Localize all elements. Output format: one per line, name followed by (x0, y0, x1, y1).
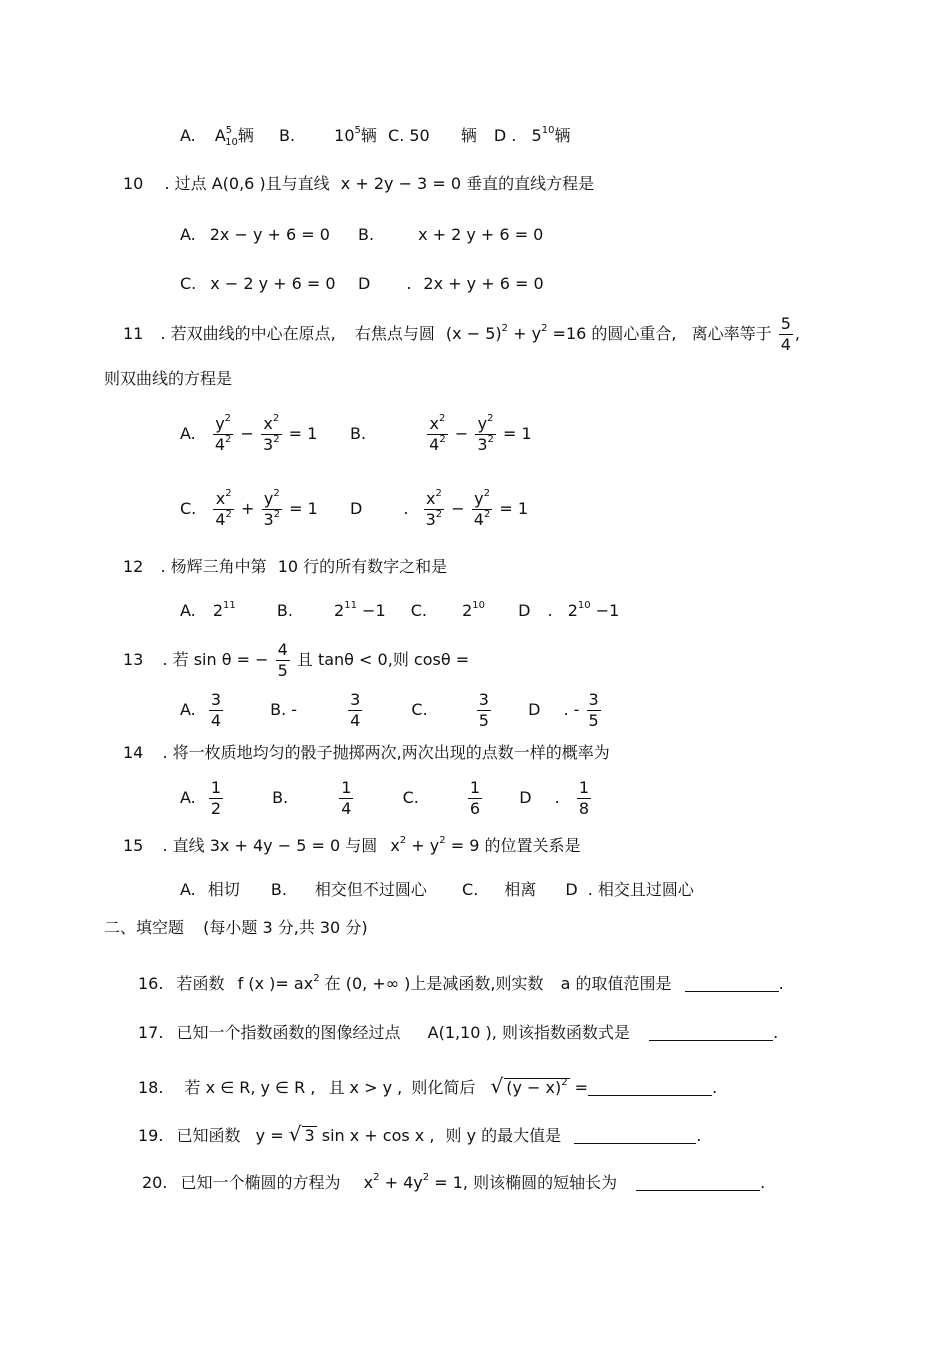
q16-answer-blank[interactable] (685, 975, 779, 992)
q9-option-c-unit: 辆 (460, 126, 477, 145)
section-2-title: 二、填空题 (104, 918, 185, 937)
q11-option-c: C. $\frac{x^2}{4^2}$ + $\frac{y^2}{3^2}$ = 1 (180, 488, 318, 529)
q12-stem: 12 . 杨辉三角中第 10 行的所有数字之和是 (123, 557, 448, 576)
q10-option-c: C. x − 2 y + 6 = 0 (180, 274, 336, 293)
q9-option-c-label: C. 50 (388, 126, 430, 145)
sqrt-icon: √ (490, 1074, 504, 1098)
q19-answer-blank[interactable] (574, 1127, 696, 1144)
q9-option-b-label: B. (279, 126, 296, 145)
q14-stem: 14 . 将一枚质地均匀的骰子抛掷两次,两次出现的点数一样的概率为 (123, 743, 610, 762)
q10-option-d: D . 2x + y + 6 = 0 (358, 274, 544, 293)
q9-option-d-label: D . (493, 126, 517, 145)
q11-circle-equation: $(x - 5)^2 + y^2 =16$ (445, 323, 587, 343)
q9-option-b: $10^5$辆 (334, 125, 377, 145)
q18-number: 18. (138, 1078, 164, 1097)
q17-answer-blank[interactable] (649, 1024, 773, 1041)
q11-stem-line2: 则双曲线的方程是 (104, 369, 233, 388)
q11-option-d: D . $\frac{x^2}{3^2}$ − $\frac{y^2}{4^2}$ = 1 (350, 488, 529, 529)
q15-number: 15 (123, 836, 144, 855)
q9-option-a: $A^5_{10}$辆 (214, 125, 254, 148)
q10-option-a: A. 2x − y + 6 = 0 (180, 225, 330, 244)
q17-number: 17. (138, 1023, 164, 1042)
q12-options: A. $2^{11}$ B. $2^{11} -1$ C. $2^{10}$ D . $2^{10} -1$ (180, 600, 620, 620)
q15-stem: 15 . 直线 3x + 4y − 5 = 0 与圆 $x^2 + y^2 = 9$ 的位置关系是 (123, 835, 581, 855)
q16: 16. 若函数 f (x )= $ax^2$ 在 (0, +∞ )上是减函数,则实数 a 的取值范围是 . (138, 973, 784, 993)
section-2-note: (每小题 3 分,共 30 分) (203, 918, 368, 937)
q10-stem: 10 . 过点 A(0,6 )且与直线 x + 2y − 3 = 0 垂直的直线方程是 (123, 174, 595, 193)
q14-options: A. $\frac{1}{2}$ B. $\frac{1}{4}$ C. $\frac{1}{6}$ D . $\frac{1}{8}$ (180, 778, 589, 818)
q9-option-d: $5^{10}$辆 (531, 125, 571, 145)
q19-number: 19. (138, 1126, 164, 1145)
q19: 19. 已知函数 y = √ 3 sin x + cos x , 则 y 的最大值是 . (138, 1122, 702, 1146)
q13-number: 13 (123, 650, 144, 669)
q9-option-a-label: A. (180, 126, 196, 145)
section-2-heading (104, 918, 368, 938)
q11-option-a: A. $\frac{y^2}{4^2}$ − $\frac{x^2}{3^2}$ = 1 (180, 413, 318, 454)
q16-number: 16. (138, 974, 164, 993)
q20-answer-blank[interactable] (636, 1174, 760, 1191)
q12-number: 12 (123, 557, 144, 576)
q17: 17. 已知一个指数函数的图像经过点 A(1,10 ), 则该指数函数式是 . (138, 1023, 779, 1042)
q20-number: 20. (142, 1173, 168, 1192)
q9-options (180, 126, 570, 146)
q10-number: 10 (123, 174, 144, 193)
sqrt-icon: √ (288, 1122, 302, 1146)
q13-stem: 13 . 若 sin θ = − $\frac{4}{5}$ 且 tanθ < 0,则 cosθ = (123, 640, 470, 680)
q10-option-b: B. x + 2 y + 6 = 0 (358, 225, 544, 244)
q20: 20. 已知一个椭圆的方程为 $x^2 + 4y^2 = 1$, 则该椭圆的短轴长为 . (142, 1172, 766, 1192)
q11-number: 11 (123, 324, 144, 343)
q15-options: A. 相切 B. 相交但不过圆心 C. 相离 D . 相交且过圆心 (180, 880, 694, 899)
q11-eccentricity-fraction: $\frac{5}{4}$ (780, 314, 791, 354)
q11-option-b: B. $\frac{x^2}{4^2}$ − $\frac{y^2}{3^2}$ = 1 (350, 413, 532, 454)
q18-answer-blank[interactable] (588, 1079, 712, 1096)
q14-number: 14 (123, 743, 144, 762)
q11-stem: 11 . 若双曲线的中心在原点, 右焦点与圆 $(x - 5)^2 + y^2 =16$ 的圆心重合, 离心率等于 $\frac{5}{4}$ , (123, 314, 800, 354)
q18: 18. 若 x ∈ R, y ∈ R , 且 x > y , 则化简后 √ $(y - x)^2$ = . (138, 1074, 718, 1098)
q13-options: A. $\frac{3}{4}$ B. - $\frac{3}{4}$ C. $\frac{3}{5}$ D . - $\frac{3}{5}$ (180, 690, 599, 730)
